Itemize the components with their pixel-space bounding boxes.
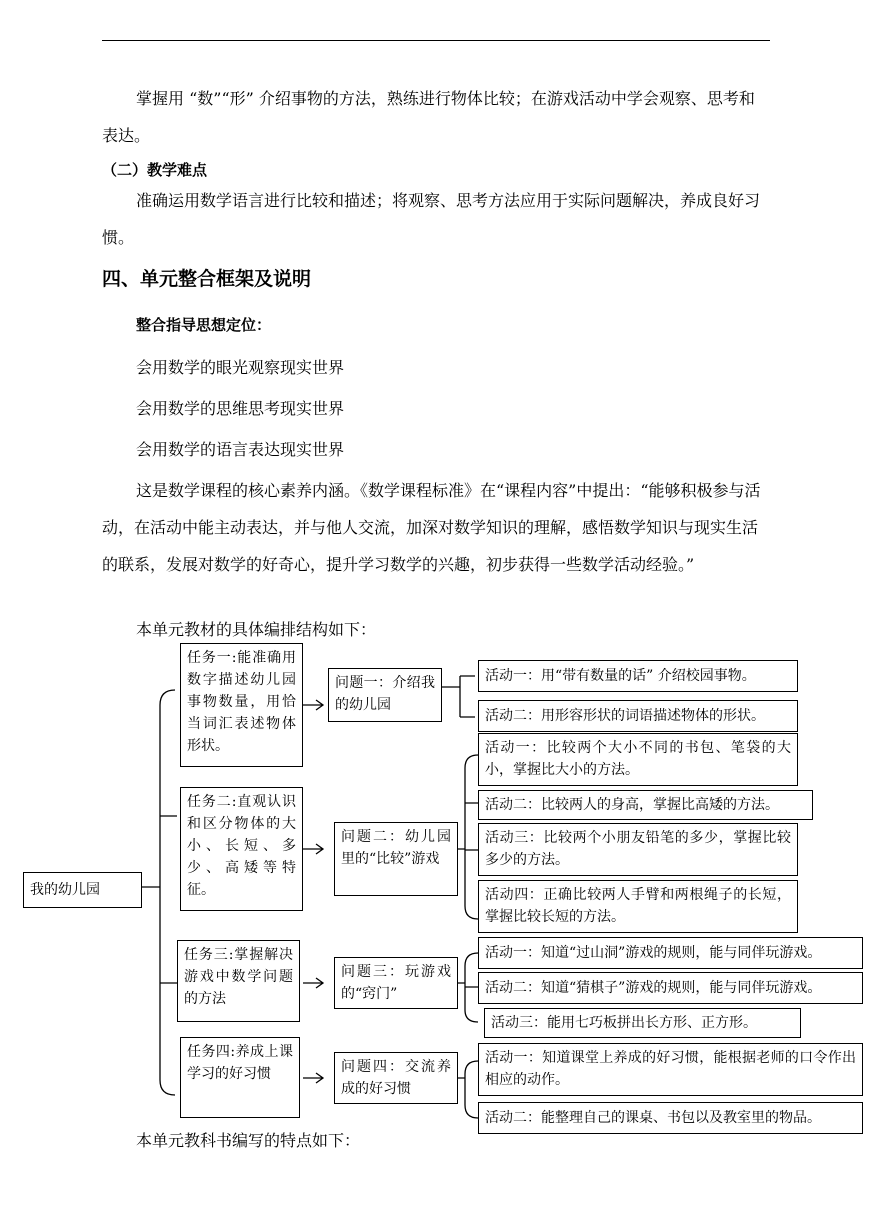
activity-box: 活动二：知道“猜棋子”游戏的规则，能与同伴玩游戏。 <box>478 972 863 1004</box>
section-heading: 四、单元整合框架及说明 <box>102 268 312 290</box>
activity-box: 活动一：知道“过山洞”游戏的规则，能与同伴玩游戏。 <box>478 937 863 969</box>
question-box-4: 问题四：交流养成的好习惯 <box>334 1052 458 1104</box>
question-box-2: 问题二：幼儿园里的“比较”游戏 <box>334 822 458 896</box>
activity-box: 活动一：比较两个大小不同的书包、笔袋的大小，掌握比大小的方法。 <box>478 733 798 786</box>
guide-heading: 整合指导思想定位： <box>136 316 272 334</box>
root-box: 我的幼儿园 <box>23 872 142 908</box>
core-literacy-text: 这是数学课程的核心素养内涵。《数学课程标准》在“课程内容”中提出：“能够积极参与活动，在活动中能主动表达，并与他人交流，加深对数学知识的理解，感悟数学知识与现实生活的联系，发展对数学的好奇心，提升学习数学的兴趣，初步获得一些数学活动经验。” <box>102 481 761 574</box>
question-box-3: 问题三：玩游戏的“窍门” <box>334 957 458 1009</box>
question-box-1: 问题一：介绍我的幼儿园 <box>328 668 442 722</box>
activity-box: 活动三：能用七巧板拼出长方形、正方形。 <box>484 1008 801 1038</box>
activity-box: 活动二：用形容形状的词语描述物体的形状。 <box>478 700 798 732</box>
structure-intro: 本单元教材的具体编排结构如下： <box>136 620 377 639</box>
activity-box: 活动一：用“带有数量的话” 介绍校园事物。 <box>478 660 798 692</box>
task-box-2: 任务二:直观认识和区分物体的大小、长短、多少、高矮等特征。 <box>180 787 303 911</box>
teaching-focus-text: 掌握用 “数”“形” 介绍事物的方法，熟练进行物体比较；在游戏活动中学会观察、思考和表达。 <box>102 89 755 145</box>
guide-line-1: 会用数学的眼光观察现实世界 <box>136 358 345 377</box>
guide-line-3: 会用数学的语言表达现实世界 <box>136 440 345 459</box>
task-box-1: 任务一:能准确用数字描述幼儿园事物数量，用恰当词汇表述物体形状。 <box>180 643 303 767</box>
activity-box: 活动二：比较两人的身高，掌握比高矮的方法。 <box>478 790 813 820</box>
activity-box: 活动二：能整理自己的课桌、书包以及教室里的物品。 <box>478 1102 863 1134</box>
difficulty-heading: （二）教学难点 <box>102 161 208 179</box>
activity-box: 活动一：知道课堂上养成的好习惯，能根据老师的口令作出相应的动作。 <box>478 1043 863 1096</box>
guide-line-2: 会用数学的思维思考现实世界 <box>136 399 345 418</box>
task-box-4: 任务四:养成上课学习的好习惯 <box>180 1037 300 1118</box>
activity-box: 活动四：正确比较两人手臂和两根绳子的长短，掌握比较长短的方法。 <box>478 880 798 933</box>
task-box-3: 任务三:掌握解决游戏中数学问题的方法 <box>177 940 300 1022</box>
activity-box: 活动三：比较两个小朋友铅笔的多少，掌握比较多少的方法。 <box>478 823 798 876</box>
features-intro: 本单元教科书编写的特点如下： <box>136 1131 361 1150</box>
difficulty-text: 准确运用数学语言进行比较和描述；将观察、思考方法应用于实际问题解决，养成良好习惯。 <box>102 191 761 247</box>
